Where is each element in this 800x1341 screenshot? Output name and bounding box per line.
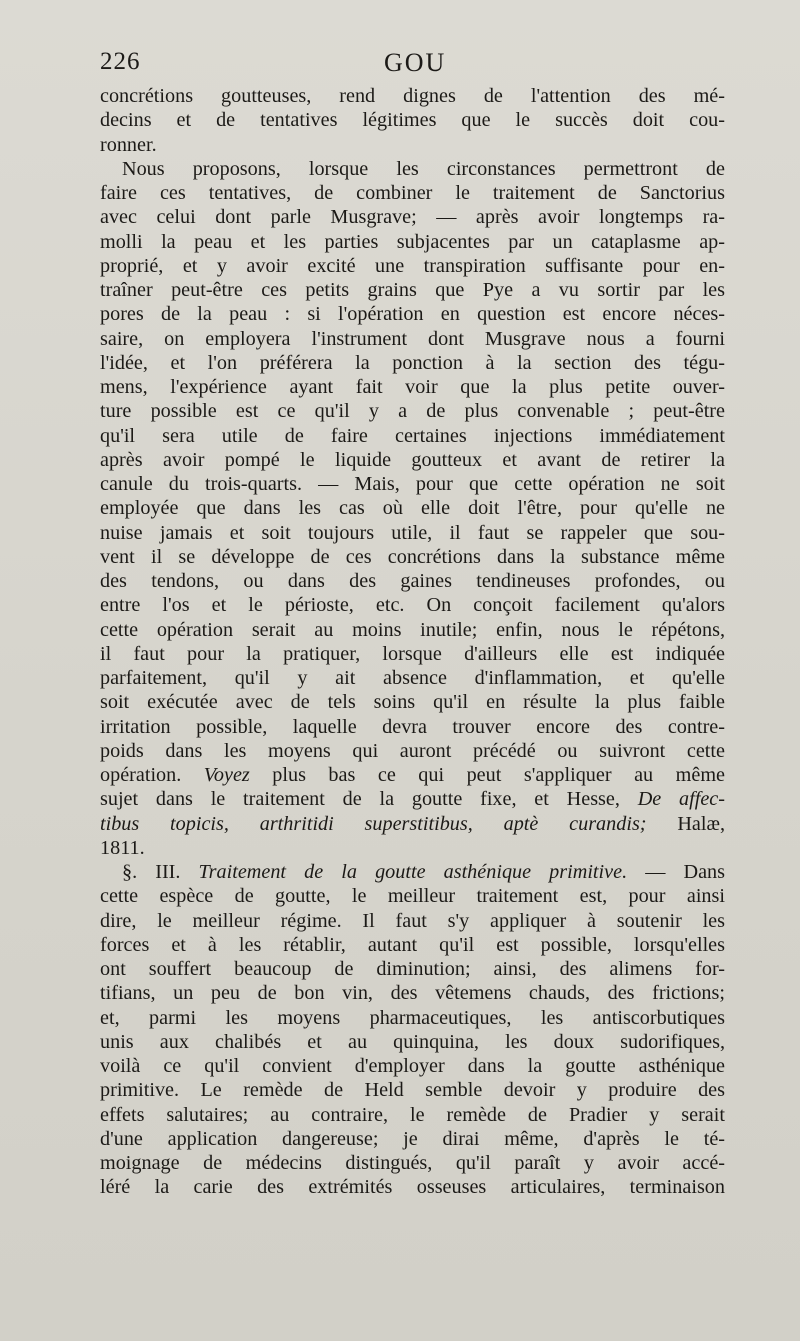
- text-line: effets salutaires; au contraire, le remède de Pradier y serait: [100, 1103, 725, 1126]
- text-line: l'idée, et l'on préférera la ponction à la section des tégu-: [100, 351, 725, 374]
- italic-segment: De affec-: [637, 788, 725, 811]
- text-line: decins et de tentatives légitimes que le succès doit cou-: [100, 109, 725, 132]
- text-line: irritation possible, laquelle devra trouver encore des contre-: [100, 715, 725, 738]
- text-line: voilà ce qu'il convient d'employer dans la goutte asthénique: [100, 1055, 725, 1077]
- text-line: vent il se développe de ces concrétions dans la substance même: [100, 545, 725, 568]
- text-line: forces et à les rétablir, autant qu'il est possible, lorsqu'elles: [100, 933, 725, 956]
- page-number: 226: [100, 48, 141, 75]
- line-segment: — Dans: [627, 861, 725, 883]
- text-line: primitive. Le remède de Held semble devoir y produire des: [100, 1079, 725, 1102]
- text-line: parfaitement, qu'il y ait absence d'inflammation, et qu'elle: [100, 667, 725, 689]
- line-segment: opération.: [100, 764, 204, 786]
- text-line: dire, le meilleur régime. Il faut s'y appliquer à soutenir les: [100, 909, 725, 932]
- line-segment: Halæ,: [646, 812, 725, 835]
- text-line: cette opération serait au moins inutile; enfin, nous le répétons,: [100, 618, 725, 641]
- italic-segment: Traitement de la goutte asthénique primitive.: [198, 861, 628, 883]
- text-line: d'une application dangereuse; je dirai même, d'après le té-: [100, 1127, 725, 1150]
- text-line: [100, 812, 725, 836]
- text-line: entre l'os et le périoste, etc. On conçoit facilement qu'alors: [100, 594, 725, 617]
- text-line: poids dans les moyens qui auront précédé ou suivront cette: [100, 739, 725, 762]
- text-line: avec celui dont parle Musgrave; — après avoir longtemps ra-: [100, 206, 725, 229]
- text-line: léré la carie des extrémités osseuses articulaires, terminaison: [100, 1176, 725, 1199]
- text-line: pores de la peau : si l'opération en question est encore néces-: [100, 303, 725, 326]
- text-line: employée que dans les cas où elle doit l'être, pour qu'elle ne: [100, 497, 725, 520]
- text-line: faire ces tentatives, de combiner le traitement de Sanctorius: [100, 182, 725, 204]
- body-text: [100, 84, 725, 1200]
- text-line: soit exécutée avec de tels soins qu'il en résulte la plus faible: [100, 691, 725, 714]
- text-line: proprié, et y avoir excité une transpiration suffisante pour en-: [100, 254, 725, 277]
- text-line: saire, on employera l'instrument dont Musgrave nous a fourni: [100, 327, 725, 350]
- text-line: concrétions goutteuses, rend dignes de l'attention des mé-: [100, 85, 725, 107]
- text-line: traîner peut-être ces petits grains que Pye a vu sortir par les: [100, 279, 725, 301]
- italic-segment: Voyez: [203, 764, 250, 786]
- text-line: qu'il sera utile de faire certaines injections immédiatement: [100, 424, 725, 447]
- text-line: cette espèce de goutte, le meilleur traitement est, pour ainsi: [100, 885, 725, 908]
- text-line: moignage de médecins distingués, qu'il paraît y avoir accé-: [100, 1152, 725, 1174]
- text-line: nuise jamais et soit toujours utile, il faut se rappeler que sou-: [100, 521, 725, 544]
- line-segment: §. III.: [122, 861, 199, 883]
- line-segment: sujet dans le traitement de la goutte fixe, et Hesse,: [100, 788, 638, 811]
- text-line: [100, 787, 725, 811]
- italic-segment: tibus topicis, arthritidi superstitibus, aptè curandis;: [100, 812, 647, 835]
- text-line: des tendons, ou dans des gaines tendineuses profondes, ou: [100, 570, 725, 592]
- text-line: tifians, un peu de bon vin, des vêtemens chauds, des frictions;: [100, 982, 725, 1005]
- text-line: unis aux chalibés et au quinquina, les doux sudorifiques,: [100, 1030, 725, 1053]
- text-line: mens, l'expérience ayant fait voir que la plus petite ouver-: [100, 376, 725, 398]
- text-line: ronner.: [100, 133, 157, 156]
- page-header: [100, 46, 728, 82]
- text-line: et, parmi les moyens pharmaceutiques, les antiscorbutiques: [100, 1006, 725, 1029]
- text-line: ture possible est ce qu'il y a de plus convenable ; peut-être: [100, 400, 725, 423]
- text-line: il faut pour la pratiquer, lorsque d'ailleurs elle est indiquée: [100, 642, 725, 665]
- running-head: GOU: [384, 48, 447, 77]
- text-line: [100, 763, 725, 787]
- line-segment: plus bas ce qui peut s'appliquer au même: [249, 764, 725, 786]
- text-line: molli la peau et les parties subjacentes par un cataplasme ap-: [100, 230, 725, 253]
- text-line: après avoir pompé le liquide goutteux et avant de retirer la: [100, 448, 725, 471]
- text-line: canule du trois-quarts. — Mais, pour que cette opération ne soit: [100, 473, 725, 495]
- text-line: ont souffert beaucoup de diminution; ainsi, des alimens for-: [100, 958, 725, 980]
- text-line: 1811.: [100, 836, 145, 859]
- text-line: [100, 860, 725, 884]
- text-line: Nous proposons, lorsque les circonstances permettront de: [122, 157, 725, 180]
